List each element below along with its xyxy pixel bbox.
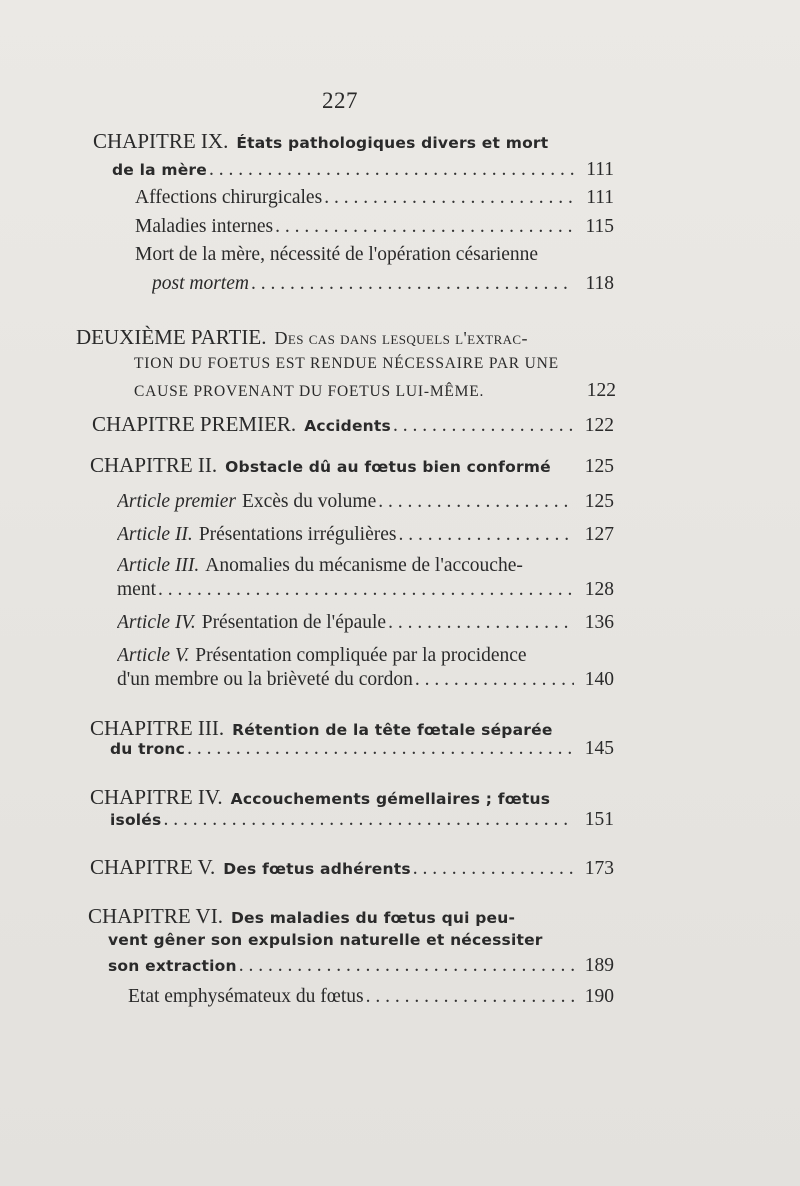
page-ref: 145 [584, 738, 614, 759]
chapter-title-cont: isolés [110, 811, 162, 829]
page-ref: 118 [585, 273, 614, 294]
leader-dots [209, 155, 574, 185]
page-ref: 136 [584, 612, 614, 633]
page-ref: 111 [586, 159, 614, 180]
toc-entry-art1 [117, 487, 614, 517]
toc-entry-art2 [117, 520, 614, 550]
chapter-title: Rétention de la tête fœtale séparée [232, 721, 553, 739]
chapter-title: Des fœtus adhérents [223, 860, 411, 878]
chapter-heading: CHAPITRE IV. [90, 785, 223, 809]
chapter-heading: CHAPITRE II. [90, 453, 218, 477]
chapter-title: Des maladies du fœtus qui peu- [230, 909, 516, 927]
toc-entry-affections [135, 183, 614, 213]
entry-text: Etat emphysémateux du fœtus [128, 986, 364, 1007]
toc-entry-art3-line2 [117, 575, 614, 605]
entry-text: Présentations irrégulières [198, 524, 397, 545]
part-title-cont: CAUSE PROVENANT DU FOETUS LUI-MÊME. [134, 383, 485, 400]
page-ref: 128 [584, 579, 614, 600]
chapter-heading: CHAPITRE III. [90, 716, 225, 740]
toc-entry-art5-line2 [117, 665, 614, 695]
chapter-heading: CHAPITRE IX. [93, 129, 229, 153]
chapter-heading: CHAPITRE VI. [88, 904, 223, 928]
toc-entry-ch4-line2 [110, 805, 614, 835]
chapter-heading: CHAPITRE PREMIER. [92, 412, 297, 436]
entry-text: Présentation compliquée par la procidence [195, 645, 527, 666]
article-label: Article V. [117, 645, 190, 666]
toc-entry-ch9-line1 [93, 126, 613, 156]
chapter-title-cont: vent gêner son expulsion naturelle et nécessiter [108, 931, 543, 949]
entry-text: Maladies internes [135, 216, 274, 237]
page-ref: 111 [586, 187, 614, 208]
page-ref: 190 [584, 986, 614, 1007]
chapter-heading: CHAPITRE V. [90, 855, 216, 879]
toc-part2-line3 [134, 376, 616, 406]
article-label: Article premier [117, 491, 236, 512]
page-ref: 173 [584, 858, 614, 879]
toc-part2-line2 [134, 349, 616, 379]
part-title: Des cas dans lesquels l'extrac- [274, 328, 528, 348]
page-ref: 127 [584, 524, 614, 545]
leader-dots [413, 854, 574, 882]
entry-text-cont: ment [117, 579, 156, 600]
page-ref: 125 [584, 491, 614, 512]
entry-text: Anomalies du mécanisme de l'accouche- [205, 555, 523, 576]
chapter-title-cont: du tronc [110, 740, 186, 758]
toc-entry-etat [128, 982, 614, 1012]
leader-dots [324, 183, 574, 213]
article-label: Article III. [117, 555, 200, 576]
leader-dots [366, 982, 574, 1012]
leader-dots [393, 411, 574, 439]
leader-dots [187, 734, 574, 764]
page-ref: 140 [584, 669, 614, 690]
page-ref: 125 [584, 456, 614, 477]
entry-text: Mort de la mère, nécessité de l'opération césarienne [135, 244, 539, 265]
page-ref: 122 [586, 380, 616, 401]
toc-entry-mort-line1 [135, 240, 614, 270]
entry-text: Présentation de l'épaule [201, 612, 387, 633]
leader-dots [251, 269, 574, 299]
toc-entry-mort-line2 [152, 269, 614, 299]
toc-entry-ch3-line2 [110, 734, 614, 764]
leader-dots [158, 575, 574, 605]
chapter-title: États pathologiques divers et mort [236, 134, 549, 152]
leader-dots [378, 487, 574, 517]
chapter-title: Obstacle dû au fœtus bien conformé [225, 458, 551, 476]
toc-entry-maladies [135, 212, 614, 242]
chapter-title: Accidents [304, 417, 391, 435]
chapter-title-cont: de la mère [112, 161, 207, 179]
entry-text: Affections chirurgicales [135, 187, 323, 208]
toc-entry-ch5 [90, 852, 614, 882]
toc-entry-ch6-line3 [108, 951, 614, 981]
page-ref: 151 [584, 809, 614, 830]
toc-entry-ch1 [92, 409, 614, 439]
entry-text: Excès du volume [241, 491, 377, 512]
part-heading: DEUXIÈME PARTIE. [76, 325, 267, 349]
leader-dots [275, 212, 574, 242]
page-ref: 122 [584, 415, 614, 436]
leader-dots [415, 665, 574, 695]
article-label: Article IV. [117, 612, 196, 633]
article-label: Article II. [117, 524, 193, 545]
page-ref: 115 [585, 216, 614, 237]
toc-entry-ch2 [90, 450, 614, 480]
part-title-cont: TION DU FOETUS EST RENDUE NÉCESSAIRE PAR UNE [134, 355, 559, 372]
entry-text-italic: post mortem [152, 273, 249, 294]
toc-part2-line1 [76, 322, 616, 352]
entry-text-cont: d'un membre ou la brièveté du cordon [117, 669, 413, 690]
chapter-title: Accouchements gémellaires ; fœtus [230, 790, 551, 808]
page-ref: 189 [584, 955, 614, 976]
page-number: 227 [322, 88, 358, 113]
toc-entry-art4 [117, 608, 614, 638]
leader-dots [239, 951, 574, 981]
chapter-title-cont: son extraction [108, 957, 237, 975]
leader-dots [388, 608, 574, 638]
leader-dots [398, 520, 574, 550]
leader-dots [163, 805, 574, 835]
toc-entry-ch9-line2 [112, 155, 614, 185]
